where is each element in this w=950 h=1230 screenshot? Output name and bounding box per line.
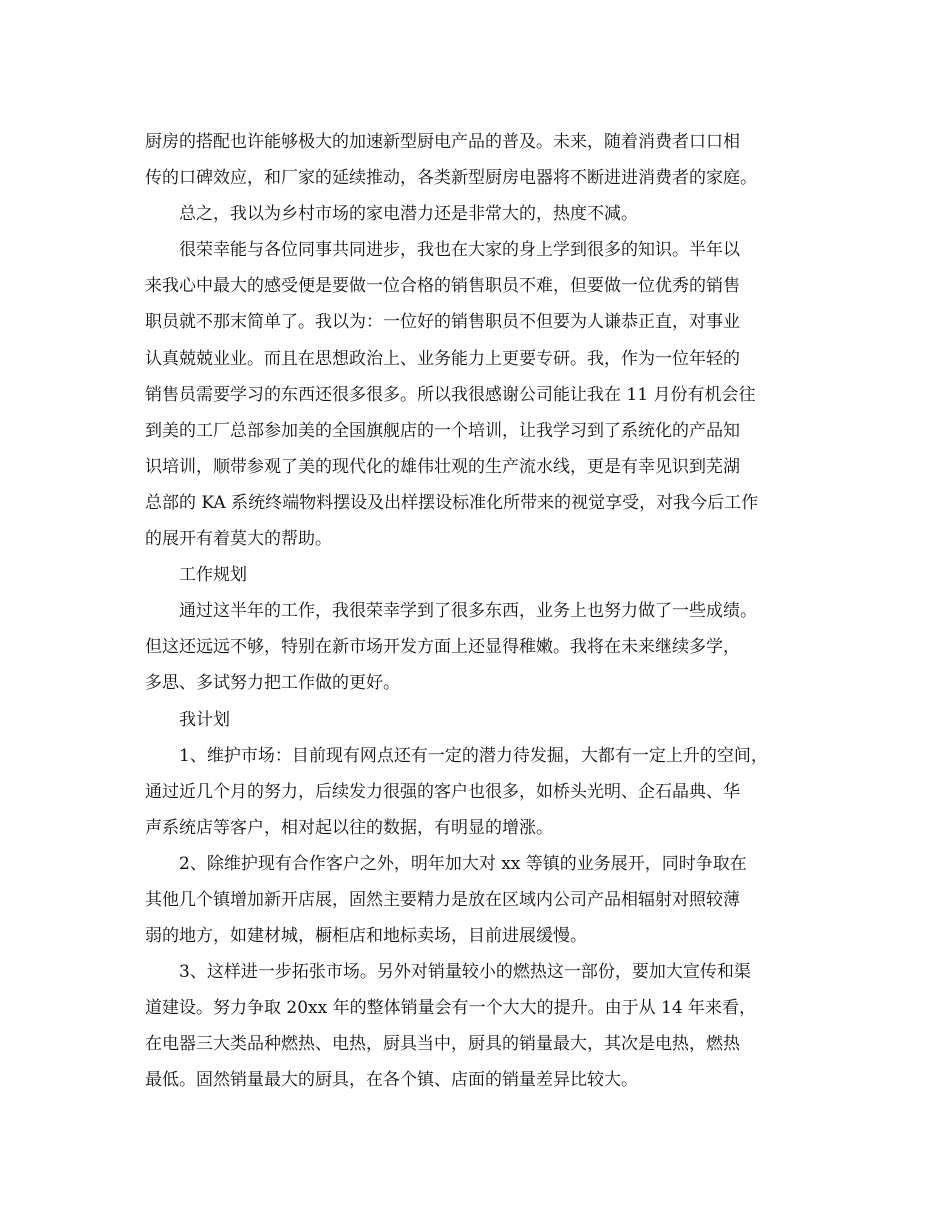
text-line: 来我心中最大的感受便是要做一位合格的销售职员不难，但要做一位优秀的销售: [145, 276, 740, 297]
text-line: 到美的工厂总部参加美的全国旗舰店的一个培训，让我学习到了系统化的产品知: [145, 420, 740, 441]
text-line: 销售员需要学习的东西还很多很多。所以我很感谢公司能让我在 11 月份有机会往: [145, 384, 756, 405]
text-line: 弱的地方，如建材城，橱柜店和地标卖场，目前进展缓慢。: [145, 926, 587, 947]
text-line: 1、维护市场：目前现有网点还有一定的潜力待发掘，大都有一定上升的空间，: [179, 745, 768, 766]
text-line: 其他几个镇增加新开店展，固然主要精力是放在区域内公司产品相辐射对照较薄: [145, 889, 740, 910]
text-line: 厨房的搭配也许能够极大的加速新型厨电产品的普及。未来，随着消费者口口相: [145, 132, 740, 152]
text-line: 通过近几个月的努力，后续发力很强的客户也很多，如桥头光明、企石晶典、华: [145, 781, 740, 802]
text-line: 在电器三大类品种燃热、电热，厨具当中，厨具的销量最大，其次是电热，燃热: [145, 1034, 740, 1055]
text-line: 识培训，顺带参观了美的现代化的雄伟壮观的生产流水线，更是有幸见识到芜湖: [145, 456, 740, 477]
document-body: [145, 124, 815, 1099]
section-heading: 我计划: [179, 709, 230, 730]
text-line: 最低。固然销量最大的厨具，在各个镇、店面的销量差异比较大。: [145, 1070, 638, 1091]
text-line: 传的口碑效应，和厂家的延续推动，各类新型厨房电器将不断进进消费者的家庭。: [145, 168, 757, 189]
text-line: 多思、多试努力把工作做的更好。: [145, 673, 400, 694]
text-line: 声系统店等客户，相对起以往的数据，有明显的增涨。: [145, 817, 553, 838]
section-heading: 工作规划: [179, 565, 247, 586]
text-line: 总之，我以为乡村市场的家电潜力还是非常大的，热度不减。: [179, 204, 638, 225]
text-line: 道建设。努力争取 20xx 年的整体销量会有一个大大的提升。由于从 14 年来看，: [145, 998, 757, 1019]
text-line: 的展开有着莫大的帮助。: [145, 529, 332, 550]
text-line: 很荣幸能与各位同事共同进步，我也在大家的身上学到很多的知识。半年以: [179, 240, 740, 261]
text-line: 职员就不那末简单了。我以为：一位好的销售职员不但要为人谦恭正直，对事业: [145, 312, 740, 333]
text-line: 通过这半年的工作，我很荣幸学到了很多东西，业务上也努力做了一些成绩。: [179, 601, 757, 622]
text-line: 认真兢兢业业。而且在思想政治上、业务能力上更要专研。我，作为一位年轻的: [145, 348, 740, 369]
text-line: 2、除维护现有合作客户之外，明年加大对 xx 等镇的业务展开，同时争取在: [179, 853, 747, 874]
text-line: 但这还远远不够，特别在新市场开发方面上还显得稚嫩。我将在未来继续多学，: [145, 637, 740, 658]
text-line: 3、这样进一步拓张市场。另外对销量较小的燃热这一部份，要加大宣传和渠: [179, 962, 751, 983]
text-line: 总部的 KA 系统终端物料摆设及出样摆设标准化所带来的视觉享受，对我今后工作: [145, 492, 759, 513]
